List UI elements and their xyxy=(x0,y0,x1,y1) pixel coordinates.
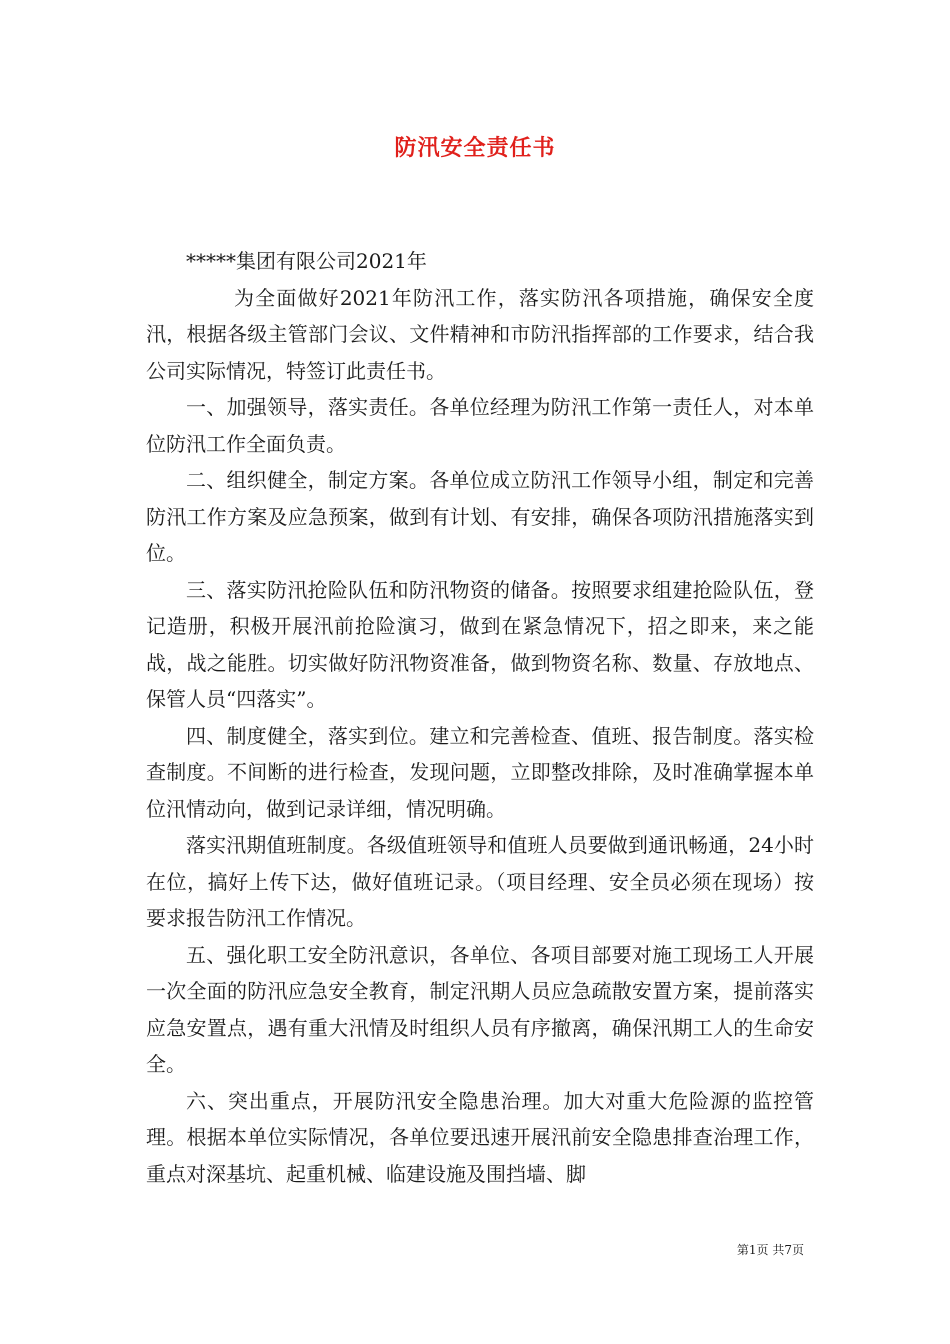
paragraph-section-4: 四、制度健全，落实到位。建立和完善检查、值班、报告制度。落实检查制度。不间断的进行检查，发现问题，立即整改排除，及时准确掌握本单位汛情动向，做到记录详细，情况明确。 xyxy=(146,723,814,821)
paragraph-section-1: 一、加强领导，落实责任。各单位经理为防汛工作第一责任人，对本单位防汛工作全面负责。 xyxy=(146,395,814,456)
document-body xyxy=(146,243,814,1192)
paragraph-section-6: 六、突出重点，开展防汛安全隐患治理。加大对重大危险源的监控管理。根据本单位实际情况，各单位要迅速开展汛前安全隐患排查治理工作，重点对深基坑、起重机械、临建设施及围挡墙、脚 xyxy=(146,1088,814,1186)
company-line: *****集团有限公司2021年 xyxy=(186,249,427,273)
paragraph-section-2: 二、组织健全，制定方案。各单位成立防汛工作领导小组，制定和完善防汛工作方案及应急预案，做到有计划、有安排，确保各项防汛措施落实到位。 xyxy=(146,468,814,565)
paragraph-section-5: 五、强化职工安全防汛意识，各单位、各项目部要对施工现场工人开展一次全面的防汛应急安全教育，制定汛期人员应急疏散安置方案，提前落实应急安置点，遇有重大汛情及时组织人员有序撤离，确保汛期工人的生命安全。 xyxy=(146,942,814,1076)
paragraph-intro: 为全面做好2021年防汛工作，落实防汛各项措施，确保安全度汛，根据各级主管部门会议、文件精神和市防汛指挥部的工作要求，结合我公司实际情况，特签订此责任书。 xyxy=(146,285,814,383)
document-title: 防汛安全责任书 xyxy=(394,135,556,161)
paragraph-duty-system: 落实汛期值班制度。各级值班领导和值班人员要做到通讯畅通，24小时在位，搞好上传下达，做好值班记录。（项目经理、安全员必须在现场）按要求报告防汛工作情况。 xyxy=(146,833,814,930)
page-number: 第1页 共7页 xyxy=(736,1243,804,1257)
paragraph-section-3: 三、落实防汛抢险队伍和防汛物资的储备。按照要求组建抢险队伍，登记造册，积极开展汛前抢险演习，做到在紧急情况下，招之即来，来之能战，战之能胜。切实做好防汛物资准备，做到物资名称、数量、存放地点、保管人员“四落实”。 xyxy=(146,577,814,711)
